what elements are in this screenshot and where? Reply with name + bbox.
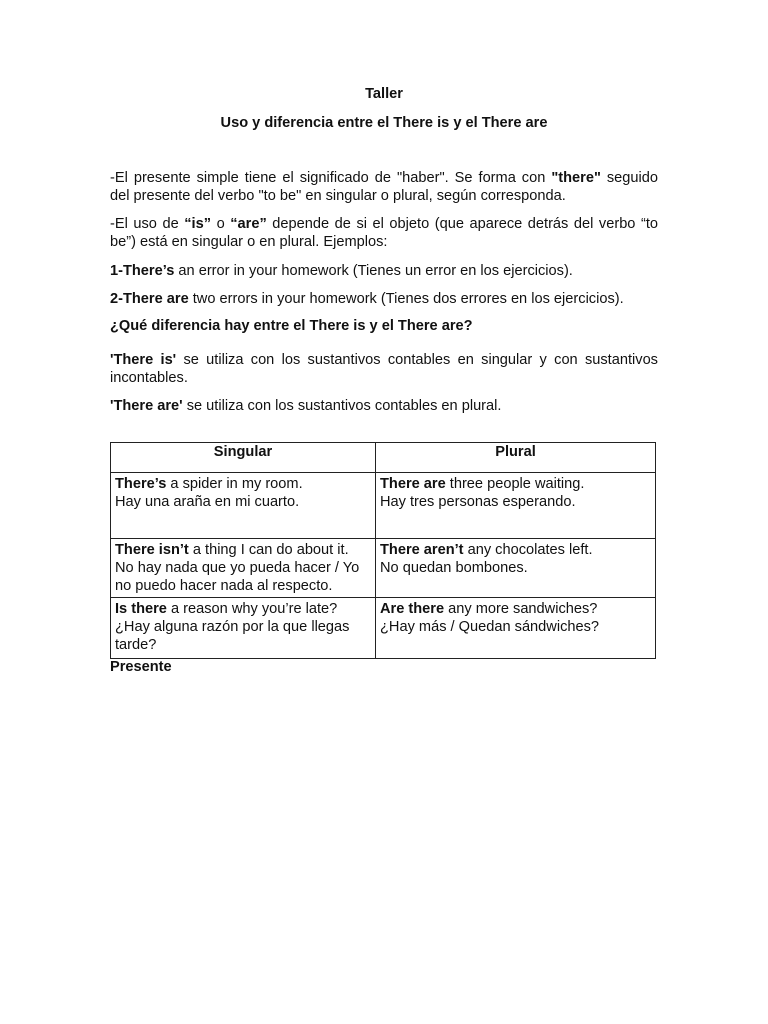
text-run: an error in your homework (Tienes un error en los ejercicios).: [174, 263, 573, 279]
intro-paragraph-2: [110, 215, 658, 251]
bold-run: There’s: [115, 476, 167, 492]
text-run: a reason why you’re late?: [166, 601, 338, 617]
text-run: any more sandwiches?: [444, 601, 598, 617]
bold-run: There aren’t: [380, 542, 464, 558]
bold-run: 1-There’s: [110, 263, 175, 279]
translation-text: ¿Hay alguna razón por la que llegas tarde?: [115, 619, 350, 653]
text-run: two errors in your homework (Tienes dos errores en los ejercicios).: [188, 291, 624, 307]
table-cell-plural: [376, 539, 656, 598]
table-header-singular: Singular: [111, 443, 376, 473]
table-row: [111, 598, 656, 659]
text-run: a spider in my room.: [166, 476, 303, 492]
bold-run: There are: [380, 476, 446, 492]
bold-run: Are there: [380, 601, 445, 617]
document-subtitle: Uso y diferencia entre el There is y el There are: [220, 115, 548, 131]
table-row: [111, 473, 656, 539]
translation-text: Hay una araña en mi cuarto.: [115, 494, 300, 510]
table-header-plural: Plural: [376, 443, 656, 473]
table-cell-plural: [376, 598, 656, 659]
table-cell-singular: [111, 473, 376, 539]
difference-question: ¿Qué diferencia hay entre el There is y el There are?: [110, 318, 473, 334]
text-run: -El uso de: [110, 216, 185, 232]
text-run: se utiliza con los sustantivos contables en plural.: [182, 398, 502, 414]
table-cell-plural: [376, 473, 656, 539]
translation-text: No hay nada que yo pueda hacer / Yo no puedo hacer nada al respecto.: [115, 560, 360, 594]
text-run: three people waiting.: [445, 476, 585, 492]
there-are-explanation: [110, 397, 658, 415]
bold-run: 'There are': [110, 398, 183, 414]
document-title: Taller: [365, 86, 403, 102]
translation-text: Hay tres personas esperando.: [380, 494, 576, 510]
bold-run: 2-There are: [110, 291, 189, 307]
table-row: [111, 539, 656, 598]
intro-paragraph-1: [110, 169, 658, 205]
table-cell-singular: [111, 539, 376, 598]
table-header-row: [111, 443, 656, 473]
translation-text: No quedan bombones.: [380, 560, 528, 576]
text-run: -El presente simple tiene el significado de "haber". Se forma con: [110, 170, 552, 186]
bold-run: “are”: [230, 216, 267, 232]
table-cell-singular: [111, 598, 376, 659]
bold-run: 'There is': [110, 352, 177, 368]
section-label-presente: Presente: [110, 659, 172, 675]
text-run: a thing I can do about it.: [188, 542, 349, 558]
text-run: any chocolates left.: [463, 542, 593, 558]
example-2: [110, 290, 658, 308]
bold-run: Is there: [115, 601, 167, 617]
bold-run: "there": [551, 170, 601, 186]
text-run: depende de si el objeto (que aparece detrás del verbo “to be”) está en singular o en plural. Ejemplos:: [110, 216, 659, 250]
there-is-explanation: [110, 351, 658, 387]
text-run: seguido del presente del verbo "to be" en singular o plural, según corresponda.: [110, 170, 658, 204]
bold-run: There isn’t: [115, 542, 189, 558]
translation-text: ¿Hay más / Quedan sándwiches?: [380, 619, 600, 635]
bold-run: “is”: [184, 216, 212, 232]
text-run: se utiliza con los sustantivos contables en singular y con sustantivos incontables.: [110, 352, 658, 386]
text-run: o: [211, 216, 231, 232]
examples-table: [110, 442, 656, 659]
example-1: [110, 262, 658, 280]
